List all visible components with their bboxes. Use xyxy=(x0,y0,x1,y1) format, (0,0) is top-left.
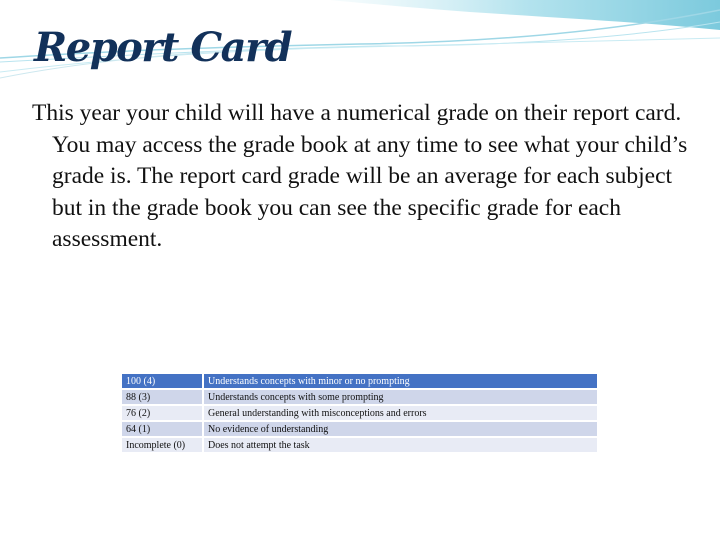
description-cell: Understands concepts with some prompting xyxy=(204,390,597,404)
score-cell: Incomplete (0) xyxy=(122,438,202,452)
description-cell: No evidence of understanding xyxy=(204,422,597,436)
score-cell: 76 (2) xyxy=(122,406,202,420)
table-row xyxy=(122,422,597,436)
description-cell: Does not attempt the task xyxy=(204,438,597,452)
body-paragraph: This year your child will have a numerical grade on their report card. You may access the grade book at any time to see what your child’s grade is. The report card grade will be an average for each subject but in the grade book you can see the specific grade for each assessment. xyxy=(32,100,688,252)
table-row xyxy=(122,390,597,404)
table-row xyxy=(122,438,597,452)
slide-title: Report Card xyxy=(34,24,292,71)
score-cell: 88 (3) xyxy=(122,390,202,404)
grading-scale-table xyxy=(120,372,599,454)
table-row xyxy=(122,406,597,420)
score-cell: 100 (4) xyxy=(122,374,202,388)
description-cell: General understanding with misconceptions and errors xyxy=(204,406,597,420)
table-row xyxy=(122,374,597,388)
score-cell: 64 (1) xyxy=(122,422,202,436)
description-cell: Understands concepts with minor or no prompting xyxy=(204,374,597,388)
